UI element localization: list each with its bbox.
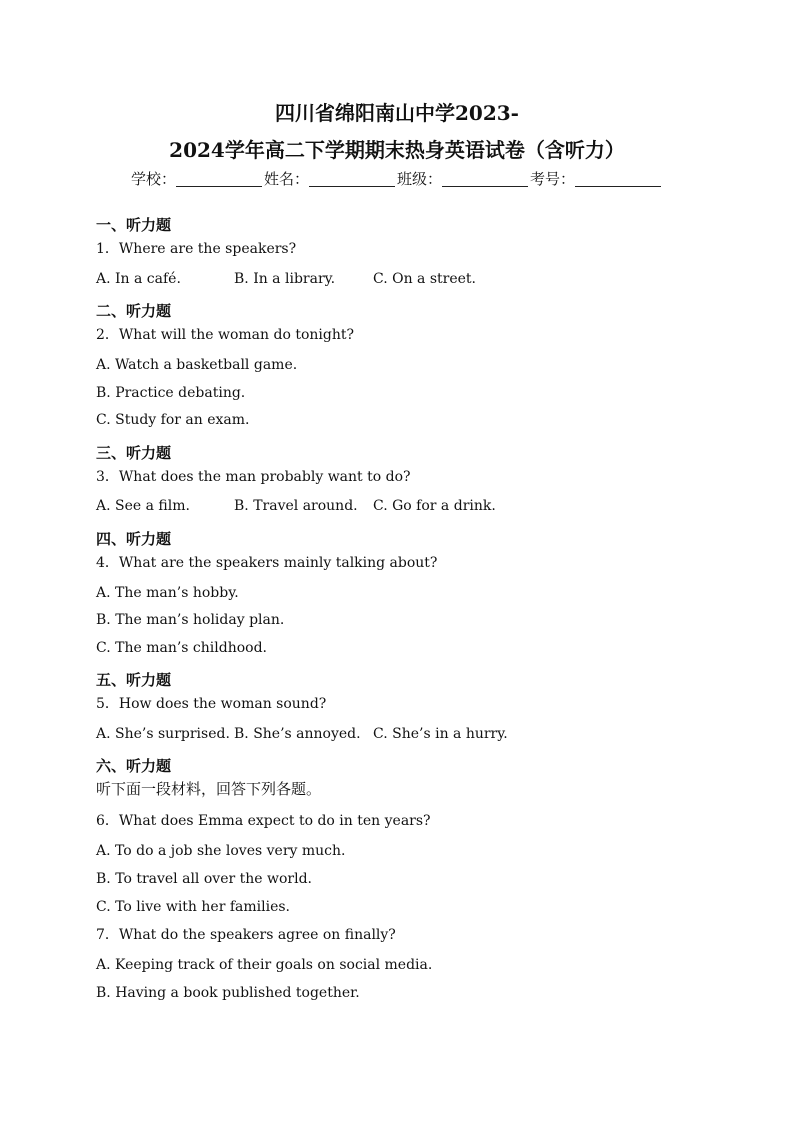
name-blank[interactable] (309, 171, 395, 187)
question-2: 2．What will the woman do tonight? (96, 327, 354, 343)
question-1: 1．Where are the speakers? (96, 241, 297, 257)
name-field-label: 姓名： (263, 170, 309, 188)
question-4: 4．What are the speakers mainly talking about? (96, 555, 438, 571)
section-heading: 三、听力题 (96, 444, 172, 462)
option-a: A. She’s surprised. (96, 726, 230, 742)
option-a: A. See a film. (96, 498, 190, 514)
section-heading: 六、听力题 (96, 757, 172, 775)
exam-title-line-1: 四川省绵阳南山中学2023- (275, 101, 519, 125)
school-blank[interactable] (176, 171, 262, 187)
option-b: B. In a library. (234, 271, 336, 287)
option-c: C. The man’s childhood. (96, 640, 267, 656)
section-instruction: 听下面一段材料，回答下列各题。 (96, 780, 322, 798)
exam-title-line-2: 2024学年高二下学期期末热身英语试卷（含听力） (169, 138, 625, 162)
exam-number-blank[interactable] (575, 171, 661, 187)
option-a: A. In a café. (96, 271, 181, 287)
option-a: A. To do a job she loves very much. (96, 843, 346, 859)
question-5: 5．How does the woman sound? (96, 696, 327, 712)
option-b: B. The man’s holiday plan. (96, 612, 285, 628)
section-heading: 五、听力题 (96, 671, 172, 689)
option-c: C. To live with her families. (96, 899, 290, 915)
section-heading: 四、听力题 (96, 530, 172, 548)
school-field-label: 学校： (130, 170, 176, 188)
option-c: C. Go for a drink. (373, 498, 496, 514)
option-b: B. To travel all over the world. (96, 871, 312, 887)
option-a: A. The man’s hobby. (96, 585, 239, 601)
option-c: C. Study for an exam. (96, 412, 250, 428)
option-b: B. Travel around. (234, 498, 358, 514)
option-b: B. Practice debating. (96, 385, 246, 401)
section-heading: 一、听力题 (96, 216, 172, 234)
option-b: B. She’s annoyed. (234, 726, 361, 742)
question-6: 6．What does Emma expect to do in ten years? (96, 813, 431, 829)
question-7: 7．What do the speakers agree on finally? (96, 927, 396, 943)
option-c: C. She’s in a hurry. (373, 726, 508, 742)
class-field-label: 班级： (397, 170, 443, 188)
section-heading: 二、听力题 (96, 302, 172, 320)
option-a: A. Watch a basketball game. (96, 357, 298, 373)
option-c: C. On a street. (373, 271, 477, 287)
class-blank[interactable] (442, 171, 528, 187)
exam-number-field-label: 考号： (530, 170, 576, 188)
question-3: 3．What does the man probably want to do? (96, 469, 411, 485)
student-info-row (0, 168, 794, 190)
option-b: B. Having a book published together. (96, 985, 360, 1001)
option-a: A. Keeping track of their goals on social media. (96, 957, 433, 973)
